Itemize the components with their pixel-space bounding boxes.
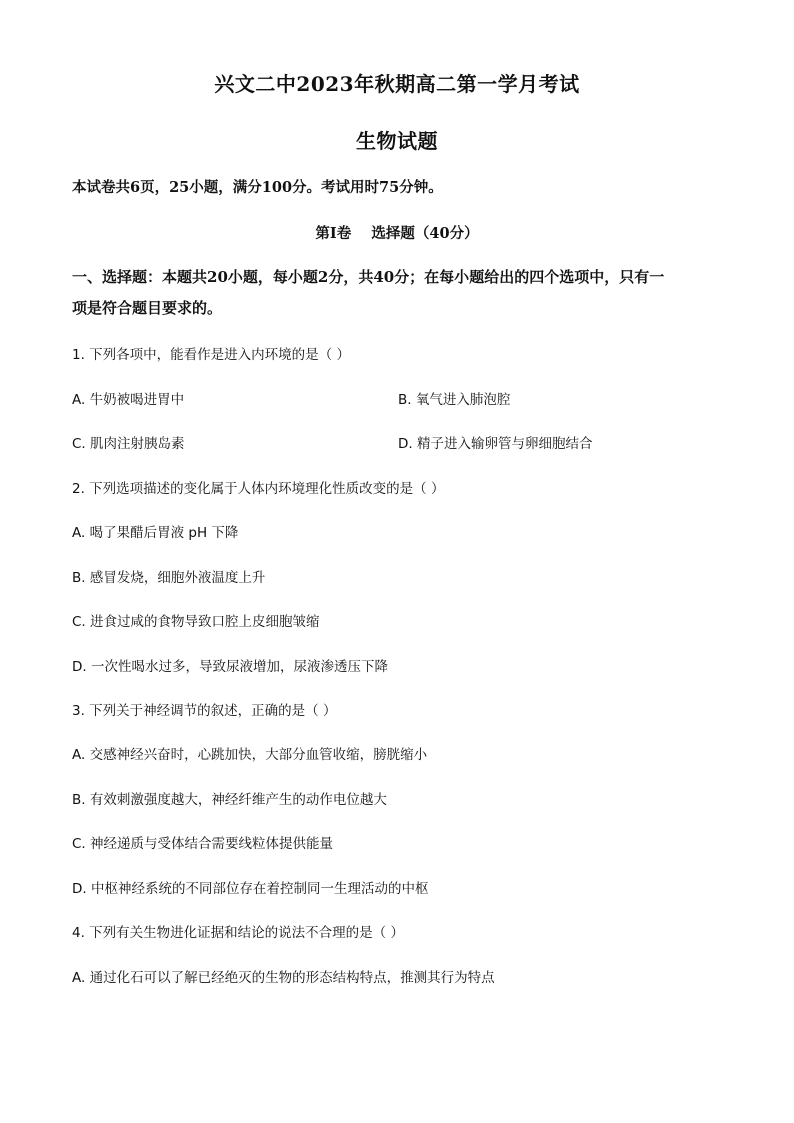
question-1-option-a: A. 牛奶被喝进胃中 [72, 392, 185, 408]
question-1-option-c: C. 肌肉注射胰岛素 [72, 436, 185, 452]
exam-subtitle: 生物试题 [356, 129, 438, 153]
question-4-option-a: A. 通过化石可以了解已经绝灭的生物的形态结构特点，推测其行为特点 [72, 970, 495, 986]
question-2-stem: 2. 下列选项描述的变化属于人体内环境理化性质改变的是（ ） [72, 481, 445, 497]
question-2-option-d: D. 一次性喝水过多，导致尿液增加，尿液渗透压下降 [72, 659, 388, 675]
question-3-option-d: D. 中枢神经系统的不同部位存在着控制同一生理活动的中枢 [72, 881, 429, 897]
question-1-option-d: D. 精子进入输卵管与卵细胞结合 [398, 436, 593, 452]
question-3-option-a: A. 交感神经兴奋时，心跳加快，大部分血管收缩，膀胱缩小 [72, 747, 428, 763]
question-3-stem: 3. 下列关于神经调节的叙述，正确的是（ ） [72, 703, 337, 719]
instructions-line-2: 项是符合题目要求的。 [72, 299, 223, 317]
question-3-option-b: B. 有效刺激强度越大，神经纤维产生的动作电位越大 [72, 792, 387, 808]
question-4-stem: 4. 下列有关生物进化证据和结论的说法不合理的是（ ） [72, 925, 404, 941]
exam-intro: 本试卷共6页，25小题，满分100分。考试用时75分钟。 [72, 179, 443, 196]
section-heading: 第Ⅰ卷 选择题（40分） [315, 225, 479, 242]
question-2-option-b: B. 感冒发烧，细胞外液温度上升 [72, 570, 266, 586]
instructions-line-1: 一、选择题：本题共20小题，每小题2分，共40分；在每小题给出的四个选项中，只有一 [72, 268, 665, 286]
question-1-stem: 1. 下列各项中，能看作是进入内环境的是（ ） [72, 347, 350, 363]
question-1-option-b: B. 氧气进入肺泡腔 [398, 392, 511, 408]
question-2-option-a: A. 喝了果醋后胃液 pH 下降 [72, 525, 239, 541]
question-2-option-c: C. 进食过咸的食物导致口腔上皮细胞皱缩 [72, 614, 320, 630]
question-3-option-c: C. 神经递质与受体结合需要线粒体提供能量 [72, 836, 334, 852]
exam-title: 兴文二中2023年秋期高二第一学月考试 [214, 72, 580, 96]
